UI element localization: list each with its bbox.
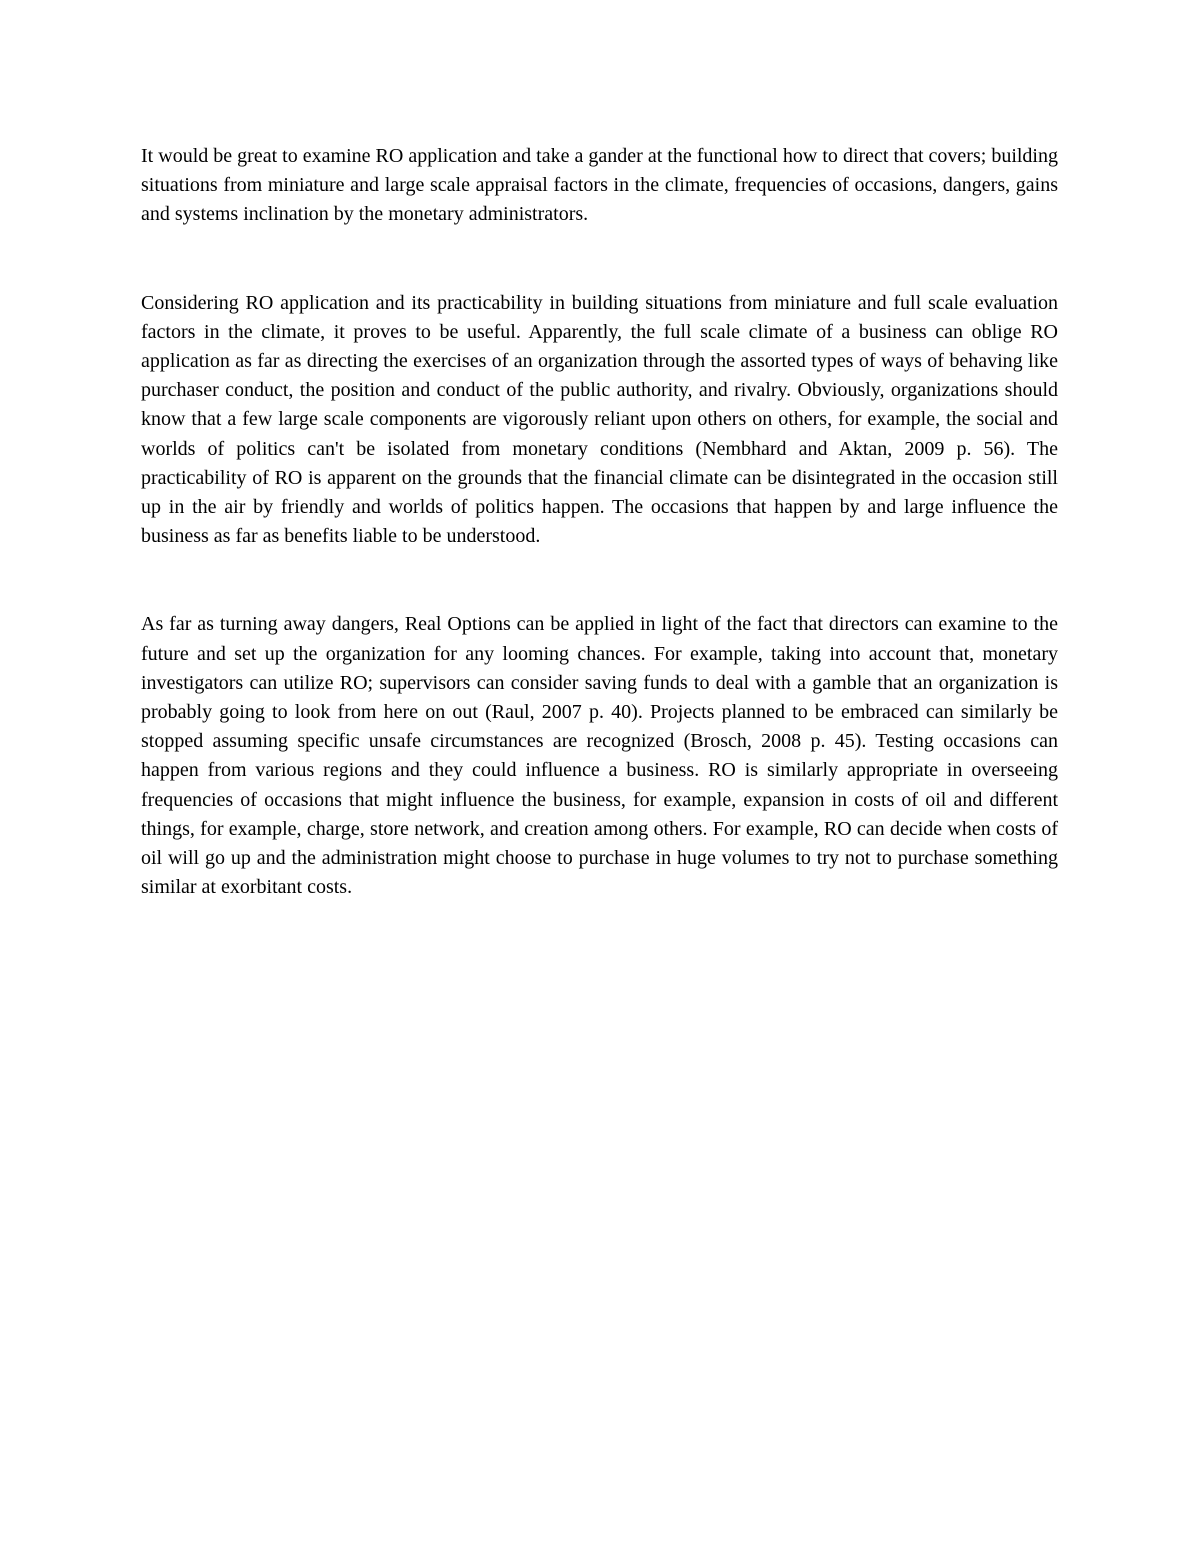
document-body	[141, 142, 1058, 961]
paragraph-3: As far as turning away dangers, Real Options can be applied in light of the fact that directors can examine to the future and set up the organization for any looming chances. For example, taking into account that, monetary investigators can utilize RO; supervisors can consider saving funds to deal with a gamble that an organization is probably going to look from here on out (Raul, 2007 p. 40). Projects planned to be embraced can similarly be stopped assuming specific unsafe circumstances are recognized (Brosch, 2008 p. 45). Testing occasions can happen from various regions and they could influence a business. RO is similarly appropriate in overseeing frequencies of occasions that might influence the business, for example, expansion in costs of oil and different things, for example, charge, store network, and creation among others. For example, RO can decide when costs of oil will go up and the administration might choose to purchase in huge volumes to try not to purchase something similar at exorbitant costs.	[141, 613, 1058, 899]
paragraph-1: It would be great to examine RO application and take a gander at the functional how to direct that covers; building situations from miniature and large scale appraisal factors in the climate, frequencies of occasions, dangers, gains and systems inclination by the monetary administrators.	[141, 145, 1058, 226]
paragraph-2: Considering RO application and its practicability in building situations from miniature and full scale evaluation factors in the climate, it proves to be useful. Apparently, the full scale climate of a business can oblige RO application as far as directing the exercises of an organization through the assorted types of ways of behaving like purchaser conduct, the position and conduct of the public authority, and rivalry. Obviously, organizations should know that a few large scale components are vigorously reliant upon others on others, for example, the social and worlds of politics can't be isolated from monetary conditions (Nembhard and Aktan, 2009 p. 56). The practicability of RO is apparent on the grounds that the financial climate can be disintegrated in the occasion still up in the air by friendly and worlds of politics happen. The occasions that happen by and large influence the business as far as benefits liable to be understood.	[141, 291, 1058, 548]
